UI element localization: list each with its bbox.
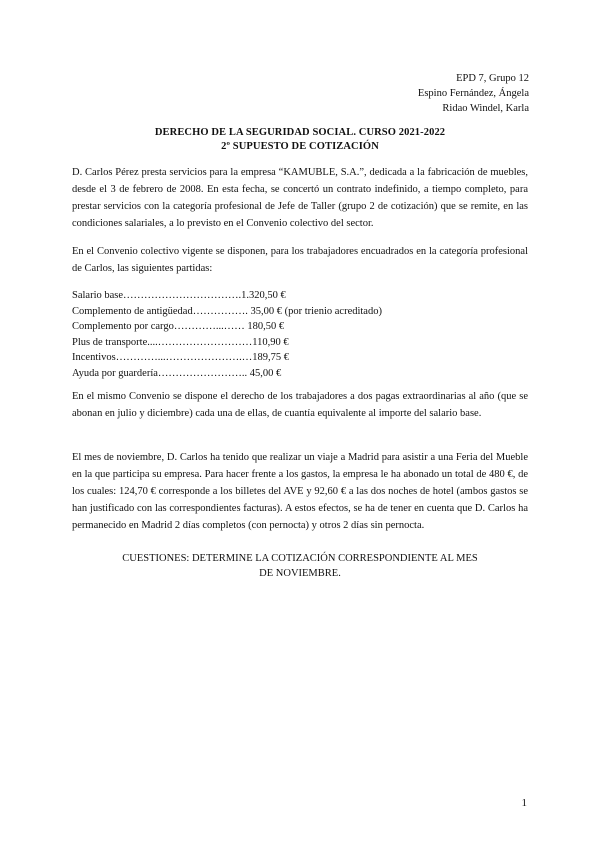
header-line: Ridao Windel, Karla <box>442 103 529 114</box>
paragraph-intro: D. Carlos Pérez presta servicios para la empresa “KAMUBLE, S.A.”, dedicada a la fabricación de muebles, desde el 3 de febrero de 2008. En esta fecha, se concertó un contrato indefinido, a tiempo completo, para prestar servicios con la categoría profesional de Jefe de Taller (grupo 2 de cotización) que se remite, en las condiciones salariales, a lo previsto en el Convenio colectivo del sector. <box>72 167 528 229</box>
question-line: CUESTIONES: DETERMINE LA COTIZACIÓN CORRESPONDIENTE AL MES <box>122 553 478 564</box>
title-line: DERECHO DE LA SEGURIDAD SOCIAL. CURSO 2021-2022 <box>154 127 446 138</box>
salary-item: Incentivos…………...………………….…189,75 € <box>72 352 289 364</box>
document-title <box>72 126 528 154</box>
salary-item: Ayuda por guardería…………………….. 45,00 € <box>72 367 282 379</box>
header-line: EPD 7, Grupo 12 <box>456 73 529 84</box>
salary-items-list <box>72 288 382 382</box>
question-line: DE NOVIEMBRE. <box>259 568 341 579</box>
paragraph-pagas-extra: En el mismo Convenio se dispone el derecho de los trabajadores a dos pagas extraordinarias al año (que se abonan en julio y diciembre) cada una de ellas, de cuantía equivalente al importe del salario base. <box>72 391 528 419</box>
paragraph-viaje: El mes de noviembre, D. Carlos ha tenido que realizar un viaje a Madrid para asistir a una Feria del Mueble en la que participa su empresa. Para hacer frente a los gastos, la empresa le ha abonado un total de 480 €, de los cuales: 124,70 € corresponde a los billetes del AVE y 92,60 € a las dos noches de hotel (ambos gastos se han justificado con las correspondientes facturas). A estos efectos, se ha de tener en cuenta que D. Carlos ha permanecido en Madrid 2 días completos (con pernocta) y otros 2 días sin pernocta. <box>72 452 528 531</box>
salary-item: Plus de transporte....………………………110,90 € <box>72 336 289 348</box>
salary-item: Salario base…………………………….1.320,50 € <box>72 290 286 301</box>
header-line: Espino Fernández, Ángela <box>417 88 529 99</box>
paragraph-convenio: En el Convenio colectivo vigente se disponen, para los trabajadores encuadrados en la categoría profesional de Carlos, las siguientes partidas: <box>72 246 528 274</box>
page-number: 1 <box>521 797 527 809</box>
authors-header <box>418 71 529 116</box>
subtitle-line: 2º SUPUESTO DE COTIZACIÓN <box>221 141 379 152</box>
salary-item: Complemento de antigüedad……………. 35,00 € (por trienio acreditado) <box>72 305 382 317</box>
question-block <box>72 551 528 581</box>
salary-item: Complemento por cargo…………...…… 180,50 € <box>72 321 285 333</box>
